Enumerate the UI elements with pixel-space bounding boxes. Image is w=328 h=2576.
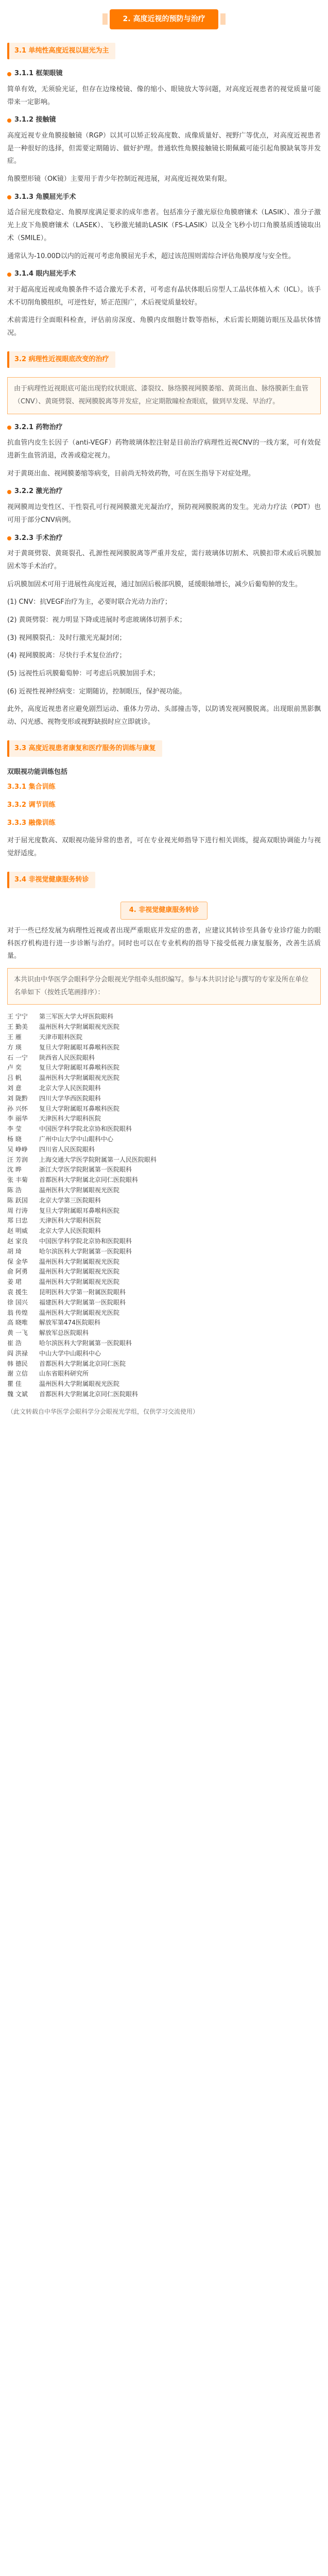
expert-name: 徐 国兴	[7, 1298, 28, 1306]
expert-institution: 解放军总医院眼科	[39, 1329, 89, 1337]
expert-list	[7, 1012, 321, 1399]
callout-box: 由于病理性近视眼底可能出现豹纹状眼底、漆裂纹、脉络膜视网膜萎缩、黄斑出血、脉络膜新生血管（CNV）、黄斑劈裂、视网膜脱离等并发症，应定期散瞳检查眼底，做到早发现、早治疗。	[7, 377, 321, 414]
complication-list	[7, 596, 321, 698]
expert-row	[7, 1094, 321, 1104]
expert-row	[7, 1287, 321, 1298]
expert-name: 魏 文斌	[7, 1390, 28, 1398]
expert-name: 保 金华	[7, 1258, 28, 1265]
expert-row	[7, 1145, 321, 1155]
sub-heading: 3.2.2 激光治疗	[7, 485, 321, 498]
expert-row	[7, 1114, 321, 1124]
expert-row	[7, 1012, 321, 1022]
bullet-dot-icon	[7, 536, 11, 540]
expert-name: 胡 琦	[7, 1247, 22, 1255]
expert-name: 李 莹	[7, 1125, 22, 1133]
expert-institution: 陕西省人民医院眼科	[39, 1054, 95, 1061]
page-title-ribbon	[7, 9, 321, 29]
expert-institution: 温州医科大学附属眼视光医院	[39, 1309, 120, 1316]
expert-row	[7, 1379, 321, 1389]
expert-institution: 温州医科大学附属眼视光医院	[39, 1186, 120, 1194]
expert-name: 刘 陇黔	[7, 1094, 28, 1102]
expert-name: 赵 明威	[7, 1227, 28, 1235]
bullet-dot-icon	[7, 195, 11, 199]
sub-heading: 3.2.1 药物治疗	[7, 421, 321, 434]
expert-row	[7, 1257, 321, 1267]
expert-institution: 昆明医科大学第一附属医院眼科	[39, 1288, 126, 1296]
expert-name: 张 丰菊	[7, 1176, 28, 1184]
sub-heading: 3.1.4 眼内屈光手术	[7, 268, 321, 281]
expert-row	[7, 1359, 321, 1369]
expert-row	[7, 1175, 321, 1185]
big-section-heading: 4. 非视觉健康服务转诊	[7, 902, 321, 920]
expert-row	[7, 1226, 321, 1236]
list-item: (6) 近视性视神经病变：定期随访，控制眼压，保护视功能。	[7, 687, 186, 696]
expert-row	[7, 1216, 321, 1226]
section-refractive	[7, 37, 321, 340]
expert-institution: 四川省人民医院眼科	[39, 1145, 95, 1153]
expert-institution: 中国医学科学院北京协和医院眼科	[39, 1237, 132, 1245]
sub-heading: 3.1.1 框架眼镜	[7, 67, 321, 80]
expert-row	[7, 1073, 321, 1083]
footer-note: （此文转载自中华医学会眼科学分会眼视光学组，仅供学习交流使用）	[7, 1408, 199, 1415]
expert-name: 郑 曰忠	[7, 1217, 28, 1225]
expert-row	[7, 1032, 321, 1043]
expert-name: 卢 奕	[7, 1064, 22, 1072]
list-item: (2) 黄斑劈裂：视力明显下降或进展时考虑玻璃体切割手术；	[7, 616, 186, 624]
paragraph: 抗血管内皮生长因子（anti-VEGF）药物玻璃体腔注射是目前治疗病理性近视CNV的一线方案，可有效促进新生血管消退，改善或稳定视力。	[7, 439, 321, 460]
expert-row	[7, 1063, 321, 1073]
sub-heading: 3.1.2 接触镜	[7, 114, 321, 127]
paragraph: 对于黄斑劈裂、黄斑裂孔、孔源性视网膜脱离等严重并发症，需行玻璃体切割术、巩膜扣带术或后巩膜加固术等手术治疗。	[7, 550, 321, 570]
expert-institution: 第三军医大学大坪医院眼科	[39, 1013, 114, 1021]
expert-row	[7, 1134, 321, 1145]
expert-name: 谢 立信	[7, 1370, 28, 1378]
expert-name: 王 雁	[7, 1033, 22, 1041]
expert-name: 陈 浩	[7, 1186, 22, 1194]
expert-row	[7, 1022, 321, 1032]
paragraph: 高度近视专业角膜接触镜（RGP）以其可以矫正较高度数、成像质量好、视野广等优点，对高度近视患者是一种很好的选择，但需要定期随访、做好护理。普通软性角膜接触镜长期佩戴可能引起角膜缺氧等并发症。	[7, 132, 321, 165]
paragraph: 术前需进行全面眼科检查，评估前房深度、角膜内皮细胞计数等指标，术后需长期随访眼压及晶状体情况。	[7, 316, 321, 337]
list-item: (4) 视网膜脱离：尽快行手术复位治疗；	[7, 652, 126, 660]
paragraph: 简单有效，无须验光证，但存在边缘棱镜、像的缩小、眼镜放大等问题，对高度近视患者的视觉质量可能带来一定影响。	[7, 85, 321, 106]
expert-name: 周 行涛	[7, 1207, 28, 1214]
expert-name: 黄 一飞	[7, 1329, 28, 1337]
callout-box: 本共识由中华医学会眼科学分会眼视光学组牵头组织编写。参与本共识讨论与撰写的专家及所在单位名单如下（按姓氏笔画排序）：	[7, 968, 321, 1005]
section-heading: 3.1 单纯性高度近视以屈光为主	[7, 43, 115, 60]
expert-name: 崔 浩	[7, 1339, 22, 1347]
expert-row	[7, 1277, 321, 1287]
expert-institution: 天津市眼科医院	[39, 1033, 83, 1041]
bullet-dot-icon	[7, 273, 11, 277]
expert-name: 陈 跃国	[7, 1196, 28, 1204]
expert-institution: 温州医科大学附属眼视光医院	[39, 1258, 120, 1265]
paragraph: 后巩膜加固术可用于进展性高度近视，通过加固后极部巩膜，延缓眼轴增长，减少后葡萄肿的发生。	[7, 580, 302, 588]
expert-name: 石 一宁	[7, 1054, 28, 1061]
expert-name: 袁 援生	[7, 1288, 28, 1296]
expert-row	[7, 1165, 321, 1175]
expert-row	[7, 1389, 321, 1400]
expert-name: 阎 洪禄	[7, 1349, 28, 1357]
expert-institution: 首都医科大学附属北京同仁医院眼科	[39, 1176, 139, 1184]
expert-institution: 复旦大学附属眼耳鼻喉科医院	[39, 1207, 120, 1214]
list-item: (3) 视网膜裂孔：及时行激光光凝封闭；	[7, 634, 126, 642]
expert-institution: 中山大学中山眼科中心	[39, 1349, 101, 1357]
expert-name: 汪 芳润	[7, 1156, 28, 1163]
expert-name: 赵 家良	[7, 1237, 28, 1245]
expert-name: 高 晓唯	[7, 1319, 28, 1327]
section-non-visual	[7, 902, 321, 1005]
expert-institution: 解放军第474医院眼科	[39, 1319, 100, 1327]
expert-name: 孙 兴怀	[7, 1105, 28, 1112]
expert-name: 翁 传煌	[7, 1309, 28, 1316]
expert-row	[7, 1206, 321, 1216]
section-heading: 3.4 非视觉健康服务转诊	[7, 872, 95, 889]
paragraph: 此外，高度近视患者应避免剧烈运动、重体力劳动、头部撞击等，以防诱发视网膜脱离。出现眼前黑影飘动、闪光感、视物变形或视野缺损时应立即就诊。	[7, 705, 321, 726]
expert-name: 王 勤美	[7, 1023, 28, 1031]
section-referral	[7, 866, 321, 893]
expert-row	[7, 1104, 321, 1114]
page-title: 2. 高度近视的预防与治疗	[110, 9, 219, 29]
paragraph: 适合屈光度数稳定、角膜厚度满足要求的成年患者。包括准分子激光原位角膜磨镶术（LASIK）、准分子激光上皮下角膜磨镶术（LASEK）、飞秒激光辅助LASIK（FS-LASIK）以及全飞秒小切口角膜基质透镜取出术（SMILE）。	[7, 209, 321, 242]
expert-name: 李 丽华	[7, 1115, 28, 1123]
expert-institution: 四川大学华西医院眼科	[39, 1094, 101, 1102]
expert-name: 吴 峥峥	[7, 1145, 28, 1153]
expert-institution: 温州医科大学附属眼视光医院	[39, 1380, 120, 1388]
expert-row	[7, 1349, 321, 1359]
expert-institution: 温州医科大学附属眼视光医院	[39, 1074, 120, 1082]
sub-heading: 3.1.3 角膜屈光手术	[7, 191, 321, 204]
expert-row	[7, 1043, 321, 1053]
expert-name: 沈 晔	[7, 1166, 22, 1174]
expert-name: 姜 珺	[7, 1278, 22, 1286]
expert-row	[7, 1318, 321, 1328]
bullet-dot-icon	[7, 490, 11, 494]
expert-name: 瞿 佳	[7, 1380, 22, 1388]
expert-institution: 哈尔滨医科大学附属第一医院眼科	[39, 1247, 132, 1255]
expert-institution: 复旦大学附属眼耳鼻喉科医院	[39, 1043, 120, 1051]
expert-institution: 上海交通大学医学院附属第一人民医院眼科	[39, 1156, 157, 1163]
list-item: (5) 远视性后巩膜葡萄肿：可考虑后巩膜加固手术；	[7, 670, 160, 678]
expert-row	[7, 1053, 321, 1063]
paragraph: 对于一些已经发展为病理性近视或者出现严重眼底并发症的患者，应建议其转诊至具备专业诊疗能力的眼科医疗机构进行进一步诊断与治疗。同时也可以在专业机构的指导下接受低视力康复服务，改善生活质量。	[7, 926, 321, 960]
expert-name: 杨 晓	[7, 1135, 22, 1143]
expert-row	[7, 1083, 321, 1094]
paragraph: 对于黄斑出血、视网膜萎缩等病变，目前尚无特效药物，可在医生指导下对症处理。	[7, 469, 255, 478]
section-heading: 3.3 高度近视患者康复和医疗服务的训练与康复	[7, 740, 162, 757]
expert-name: 韩 德民	[7, 1360, 28, 1367]
expert-institution: 温州医科大学附属眼视光医院	[39, 1268, 120, 1276]
expert-row	[7, 1196, 321, 1206]
list-item: 3.3.3 融像训练	[7, 819, 56, 827]
expert-row	[7, 1338, 321, 1349]
expert-row	[7, 1328, 321, 1338]
expert-row	[7, 1267, 321, 1277]
expert-institution: 首都医科大学附属北京同仁医院眼科	[39, 1390, 139, 1398]
expert-institution: 哈尔滨医科大学附属第一医院眼科	[39, 1339, 132, 1347]
expert-institution: 浙江大学医学院附属第一医院眼科	[39, 1166, 132, 1174]
paragraph: 对于屈光度数高、双眼视功能异常的患者，可在专业视光师指导下进行相关训练，提高双眼协调能力与视觉舒适度。	[7, 837, 321, 857]
expert-institution: 北京大学第三医院眼科	[39, 1196, 101, 1204]
bullet-dot-icon	[7, 118, 11, 123]
expert-row	[7, 1308, 321, 1318]
expert-institution: 福建医科大学附属第一医院眼科	[39, 1298, 126, 1306]
paragraph: 通常认为-10.00D以内的近视可考虑角膜屈光手术，超过该范围则需综合评估角膜厚度与安全性。	[7, 252, 295, 260]
expert-name: 吕 帆	[7, 1074, 22, 1082]
expert-institution: 温州医科大学附属眼视光医院	[39, 1278, 120, 1286]
expert-row	[7, 1124, 321, 1134]
list-title: 双眼视功能训练包括	[7, 768, 68, 776]
expert-institution: 广州中山大学中山眼科中心	[39, 1135, 114, 1143]
expert-name: 方 瑛	[7, 1043, 22, 1051]
expert-row	[7, 1369, 321, 1379]
expert-institution: 首都医科大学附属北京同仁医院	[39, 1360, 126, 1367]
expert-row	[7, 1185, 321, 1196]
expert-row	[7, 1298, 321, 1308]
section-heading: 3.2 病理性近视眼底改变的治疗	[7, 351, 115, 368]
expert-institution: 中国医学科学院北京协和医院眼科	[39, 1125, 132, 1133]
paragraph: 视网膜周边变性区、干性裂孔可行视网膜激光光凝治疗，预防视网膜脱离的发生。光动力疗法（PDT）也可用于部分CNV病例。	[7, 503, 321, 524]
expert-row	[7, 1155, 321, 1165]
list-item: 3.3.1 集合训练	[7, 783, 56, 791]
expert-institution: 天津医科大学眼科医院	[39, 1115, 101, 1123]
expert-institution: 北京大学人民医院眼科	[39, 1084, 101, 1092]
section-rehab	[7, 734, 321, 860]
expert-institution: 复旦大学附属眼耳鼻喉科医院	[39, 1105, 120, 1112]
expert-institution: 北京大学人民医院眼科	[39, 1227, 101, 1235]
paragraph: 角膜塑形镜（OK镜）主要用于青少年控制近视进展，对高度近视效果有限。	[7, 175, 231, 183]
sub-heading: 3.2.3 手术治疗	[7, 532, 321, 545]
bullet-dot-icon	[7, 426, 11, 430]
section-fundus	[7, 345, 321, 729]
expert-name: 刘 意	[7, 1084, 22, 1092]
bullet-dot-icon	[7, 72, 11, 76]
expert-row	[7, 1236, 321, 1247]
expert-institution: 山东省眼科研究所	[39, 1370, 89, 1378]
expert-name: 王 宁宁	[7, 1013, 28, 1021]
expert-institution: 复旦大学附属眼耳鼻喉科医院	[39, 1064, 120, 1072]
expert-row	[7, 1247, 321, 1257]
expert-institution: 温州医科大学附属眼视光医院	[39, 1023, 120, 1031]
paragraph: 对于超高度近视或角膜条件不适合激光手术者，可考虑有晶状体眼后房型人工晶状体植入术（ICL）。该手术不切削角膜组织，可逆性好，矫正范围广，术后视觉质量较好。	[7, 285, 321, 307]
expert-institution: 天津医科大学眼科医院	[39, 1217, 101, 1225]
list-item: (1) CNV：抗VEGF治疗为主，必要时联合光动力治疗；	[7, 598, 171, 606]
expert-name: 俞 阿勇	[7, 1268, 28, 1276]
list-item: 3.3.2 调节训练	[7, 801, 56, 809]
